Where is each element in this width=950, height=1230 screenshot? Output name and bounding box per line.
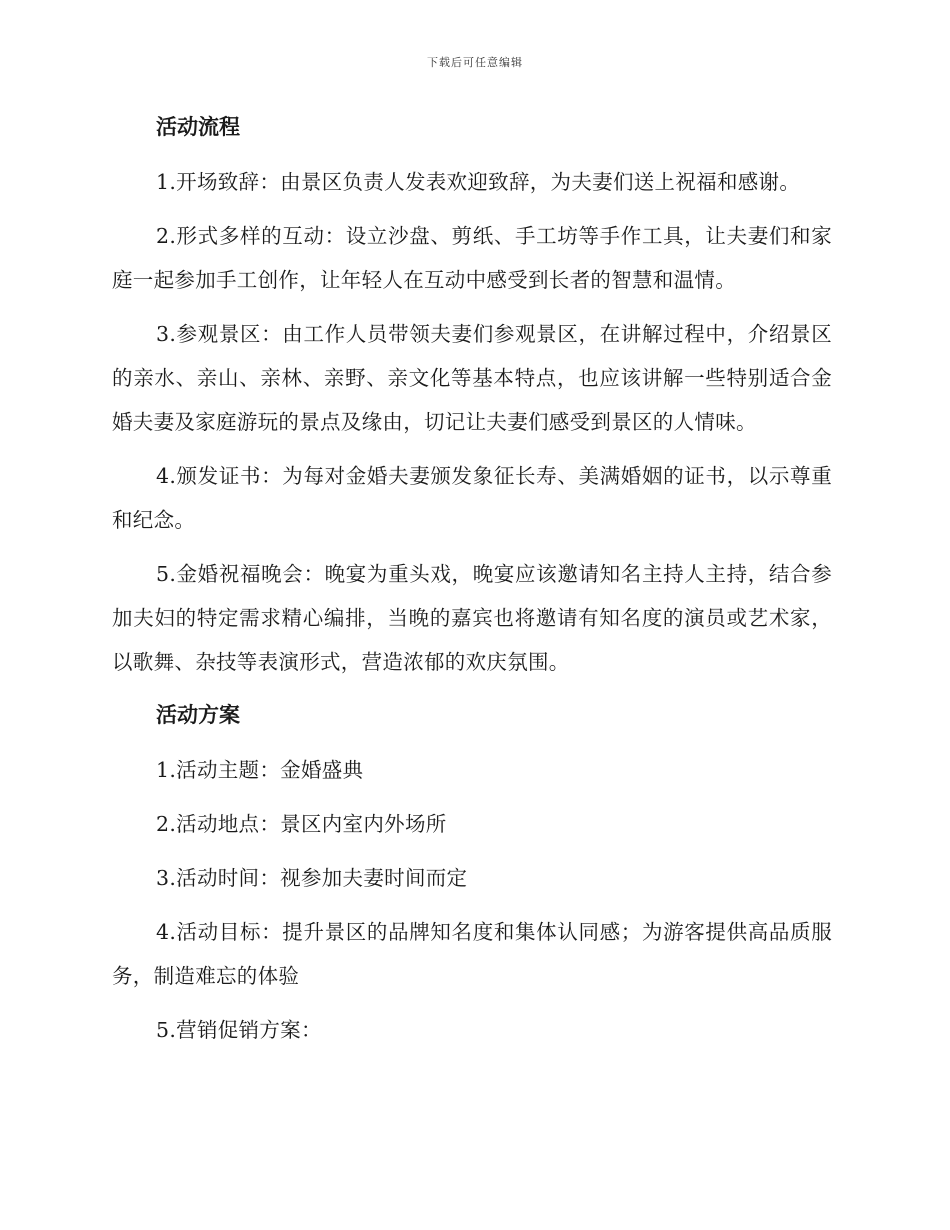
- paragraph: 1.开场致辞：由景区负责人发表欢迎致辞，为夫妻们送上祝福和感谢。: [156, 170, 801, 194]
- section-heading: 活动方案: [156, 702, 240, 727]
- paragraph: 5.金婚祝福晚会：晚宴为重头戏，晚宴应该邀请知名主持人主持，结合参加夫妇的特定需求精心编排，当晚的嘉宾也将邀请有知名度的演员或艺术家，以歌舞、杂技等表演形式，营造浓郁的欢庆氛围。: [112, 562, 832, 674]
- paragraph: 5.营销促销方案：: [156, 1018, 322, 1042]
- header-note: 下载后可任意编辑: [427, 56, 523, 69]
- paragraph: 2.形式多样的互动：设立沙盘、剪纸、手工坊等手作工具，让夫妻们和家庭一起参加手工创作，让年轻人在互动中感受到长者的智慧和温情。: [112, 224, 832, 292]
- paragraph: 3.活动时间：视参加夫妻时间而定: [156, 866, 468, 890]
- paragraph: 4.活动目标：提升景区的品牌知名度和集体认同感；为游客提供高品质服务，制造难忘的体验: [112, 920, 832, 988]
- paragraph: 2.活动地点：景区内室内外场所: [156, 812, 447, 836]
- paragraph: 3.参观景区：由工作人员带领夫妻们参观景区，在讲解过程中，介绍景区的亲水、亲山、亲林、亲野、亲文化等基本特点，也应该讲解一些特别适合金婚夫妻及家庭游玩的景点及缘由，切记让夫妻们感受到景区的人情味。: [112, 322, 832, 434]
- paragraph: 1.活动主题：金婚盛典: [156, 758, 364, 782]
- section-activity-process: [112, 106, 832, 684]
- document-body: [112, 106, 832, 1062]
- paragraph: 4.颁发证书：为每对金婚夫妻颁发象征长寿、美满婚姻的证书，以示尊重和纪念。: [112, 464, 832, 532]
- section-heading: 活动流程: [156, 114, 240, 139]
- section-activity-plan: [112, 694, 832, 1052]
